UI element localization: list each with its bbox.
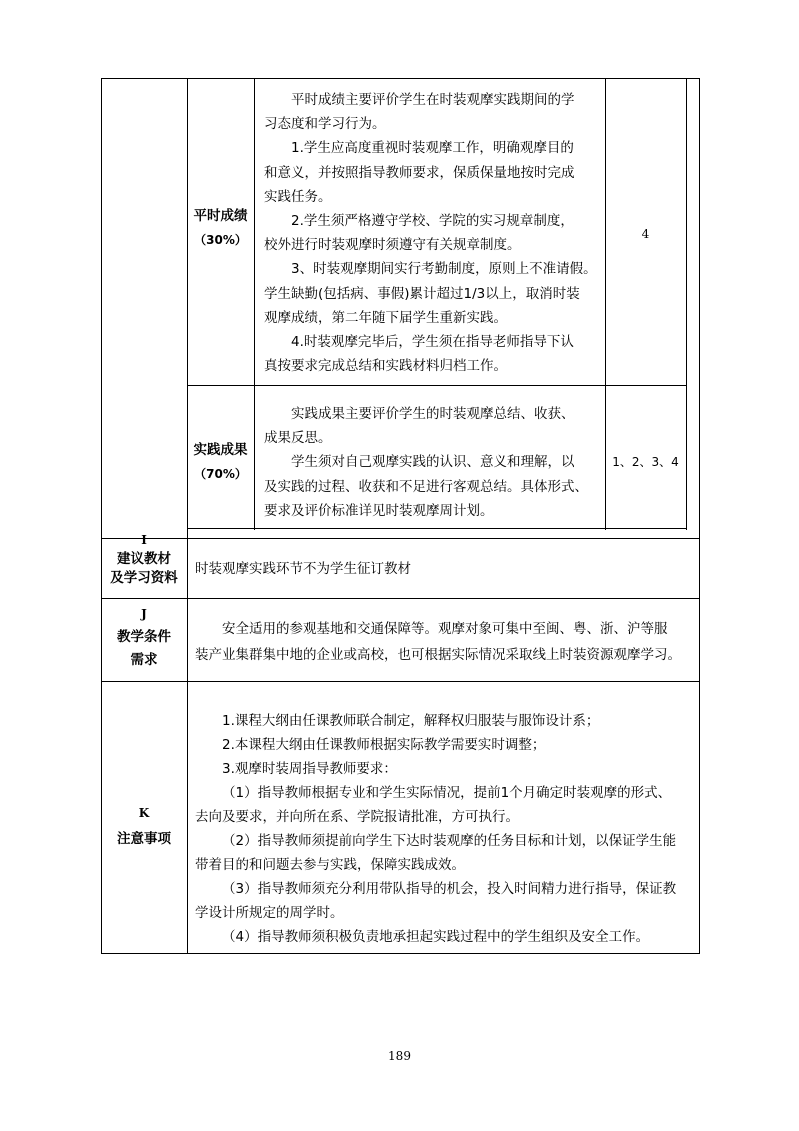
content-line: （3）指导教师须充分利用带队指导的机会，投入时间精力进行指导，保证教: [222, 881, 677, 897]
row-letter: K: [138, 806, 150, 820]
row-label-line: 及学习资料: [110, 570, 178, 586]
content-line: 带着目的和问题去参与实践，保障实践成效。: [195, 857, 465, 873]
row-label-J: [101, 603, 187, 672]
row-label-line: 建议教材: [117, 551, 171, 567]
row-letter: J: [141, 607, 147, 621]
content-line: 观摩成绩，第二年随下届学生重新实践。: [264, 309, 507, 326]
content-line: （4）指导教师须积极负责地承担起实践过程中的学生组织及安全工作。: [222, 929, 650, 945]
table-divider: [254, 78, 255, 530]
row-label-pingshi: [187, 204, 254, 252]
content-line: 装产业集群集中地的企业或高校，也可根据实际情况采取线上时装资源观摩学习。: [195, 647, 681, 663]
content-line: 3.观摩时装周指导教师要求：: [222, 761, 397, 777]
J-content: [195, 616, 681, 668]
content-line: 平时成绩主要评价学生在时装观摩实践期间的学: [291, 92, 575, 108]
content-line: 安全适用的参观基地和交通保障等。观摩对象可集中至闽、粤、浙、沪等服: [222, 621, 668, 637]
table-divider: [101, 598, 700, 599]
content-line: 实践任务。: [264, 188, 332, 205]
content-line: 实践成果主要评价学生的时装观摩总结、收获、: [291, 406, 575, 422]
row-label-line: 教学条件: [117, 629, 171, 645]
pingshi-target: 4: [641, 227, 650, 241]
row-label-line: （30%）: [194, 233, 247, 247]
content-line: 2.本课程大纲由任课教师根据实际教学需要实时调整；: [222, 737, 546, 753]
content-line: 1.课程大纲由任课教师联合制定，解释权归服装与服饰设计系；: [222, 713, 600, 729]
content-line: 和意义，并按照指导教师要求，保质保量地按时完成: [264, 164, 575, 181]
content-line: （1）指导教师根据专业和学生实际情况，提前1个月确定时装观摩的形式、: [222, 785, 672, 801]
row-label-line: 实践成果: [193, 442, 248, 458]
content-line: 1.学生应高度重视时装观摩工作，明确观摩目的: [291, 140, 574, 157]
row-label-I: [101, 531, 187, 588]
row-label-line: 平时成绩: [193, 208, 248, 224]
table-divider: [101, 681, 700, 682]
table-divider: [686, 78, 687, 530]
content-line: 校外进行时装观摩时须遵守有关规章制度。: [264, 237, 521, 254]
row-label-line: 注意事项: [117, 831, 171, 847]
table-divider: [187, 528, 686, 529]
content-line: 学生须对自己观摩实践的认识、意义和理解，以: [291, 454, 575, 471]
content-line: 学生缺勤(包括病、事假)累计超过1/3以上，取消时装: [264, 285, 580, 302]
content-line: 要求及评价标准详见时装观摩周计划。: [264, 502, 494, 519]
K-content: [195, 709, 676, 949]
shijian-content: [264, 402, 588, 523]
row-label-line: 需求: [130, 652, 158, 668]
content-line: 4.时装观摩完毕后，学生须在指导老师指导下认: [291, 334, 574, 351]
content-line: 成果反思。: [264, 430, 332, 447]
row-label-K: [101, 800, 187, 852]
I-content: 时装观摩实践环节不为学生征订教材: [195, 561, 411, 577]
content-line: 习态度和学习行为。: [264, 116, 386, 133]
content-line: 2.学生须严格遵守学校、学院的实习规章制度，: [291, 213, 574, 230]
content-line: 学设计所规定的周学时。: [195, 905, 344, 921]
content-line: 真按要求完成总结和实践材料归档工作。: [264, 358, 507, 375]
content-line: 及实践的过程、收获和不足进行客观总结。具体形式、: [264, 478, 588, 495]
row-label-shijian: [187, 438, 254, 486]
content-line: 去向及要求，并向所在系、学院报请批准，方可执行。: [195, 809, 519, 825]
shijian-target: 1、2、3、4: [612, 455, 679, 469]
content-line: （2）指导教师须提前向学生下达时装观摩的任务目标和计划，以保证学生能: [222, 833, 677, 849]
pingshi-content: [264, 88, 597, 378]
content-line: 3、时装观摩期间实行考勤制度，原则上不准请假。: [291, 261, 597, 278]
table-divider: [187, 385, 686, 386]
row-label-line: （70%）: [194, 467, 247, 481]
row-letter: I: [141, 533, 147, 547]
table-divider: [101, 538, 700, 539]
page-number: 189: [388, 1049, 411, 1063]
